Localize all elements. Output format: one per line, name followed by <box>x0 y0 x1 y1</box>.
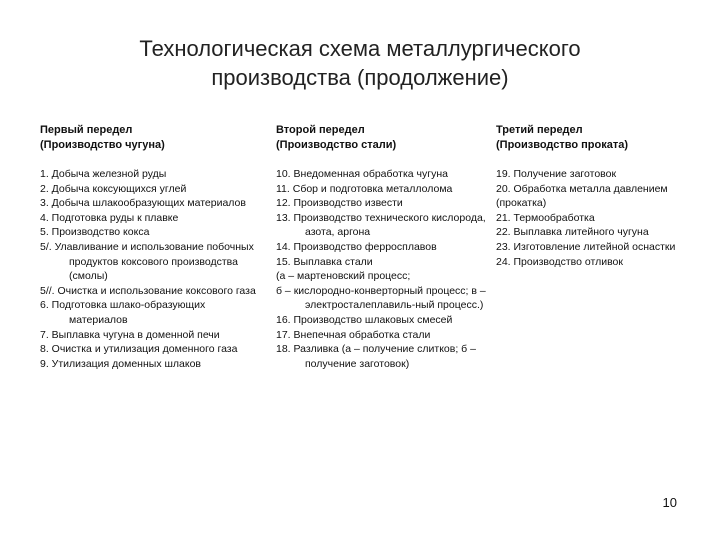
slide-title <box>60 34 660 92</box>
list-item: 12. Производство извести <box>276 197 403 210</box>
slide-title-line1: Технологическая схема металлургического <box>139 36 581 61</box>
process-list <box>276 167 488 371</box>
list-item: 5//. Очистка и использование коксового газа <box>40 284 256 297</box>
process-list <box>40 167 265 371</box>
column-heading-subtitle: (Производство чугуна) <box>40 139 165 151</box>
list-item: 16. Производство шлаковых смесей <box>276 313 453 326</box>
list-item: 9. Утилизация доменных шлаков <box>40 357 202 370</box>
column-first-stage <box>40 123 265 371</box>
column-heading <box>276 123 488 153</box>
list-item: 23. Изготовление литейной оснастки <box>496 240 676 253</box>
list-item: 1. Добыча железной руды <box>40 168 167 180</box>
column-heading <box>40 123 265 153</box>
column-heading-title: Первый передел <box>40 124 133 136</box>
list-item: 18. Разливка (а – получение слитков; б – получение заготовок) <box>276 343 476 370</box>
list-item: б – кислородно-конверторный процесс; в – электросталеплавиль-ный процесс.) <box>276 284 486 312</box>
list-item: 24. Производство отливок <box>496 255 623 268</box>
list-item: 15. Выплавка стали <box>276 255 373 268</box>
list-item: 10. Внедоменная обработка чугуна <box>276 168 448 180</box>
list-item: 11. Сбор и подготовка металлолома <box>276 182 453 195</box>
column-second-stage <box>276 123 488 371</box>
column-heading <box>496 123 686 153</box>
list-item: 14. Производство ферросплавов <box>276 240 437 253</box>
page-number: 10 <box>662 495 677 510</box>
column-heading-title: Третий передел <box>496 124 583 136</box>
column-heading-subtitle: (Производство стали) <box>276 139 397 151</box>
list-item: 3. Добыча шлакообразующих материалов <box>40 197 246 210</box>
list-item: 2. Добыча коксующихся углей <box>40 182 187 195</box>
list-item: 17. Внепечная обработка стали <box>276 328 431 341</box>
column-heading-title: Второй передел <box>276 124 365 136</box>
column-heading-subtitle: (Производство проката) <box>496 139 629 151</box>
list-item: 13. Производство технического кислорода, азота, аргона <box>276 211 486 239</box>
list-item: 7. Выплавка чугуна в доменной печи <box>40 328 220 341</box>
process-list <box>496 167 686 269</box>
list-item: 20. Обработка металла давлением (прокатка) <box>496 182 668 210</box>
list-item: 6. Подготовка шлако-образующих материалов <box>40 299 206 326</box>
list-item: 8. Очистка и утилизация доменного газа <box>40 343 238 356</box>
column-third-stage <box>496 123 686 269</box>
list-item: 5. Производство кокса <box>40 226 150 239</box>
slide-title-line2: производства (продолжение) <box>211 65 509 90</box>
list-item: 21. Термообработка <box>496 211 595 224</box>
list-item: 5/. Улавливание и использование побочных продуктов коксового производства (смолы) <box>40 240 254 283</box>
list-item: 22. Выплавка литейного чугуна <box>496 226 649 239</box>
list-item: 19. Получение заготовок <box>496 168 617 180</box>
list-item: 4. Подготовка руды к плавке <box>40 211 179 224</box>
list-item: (а – мартеновский процесс; <box>276 270 411 283</box>
